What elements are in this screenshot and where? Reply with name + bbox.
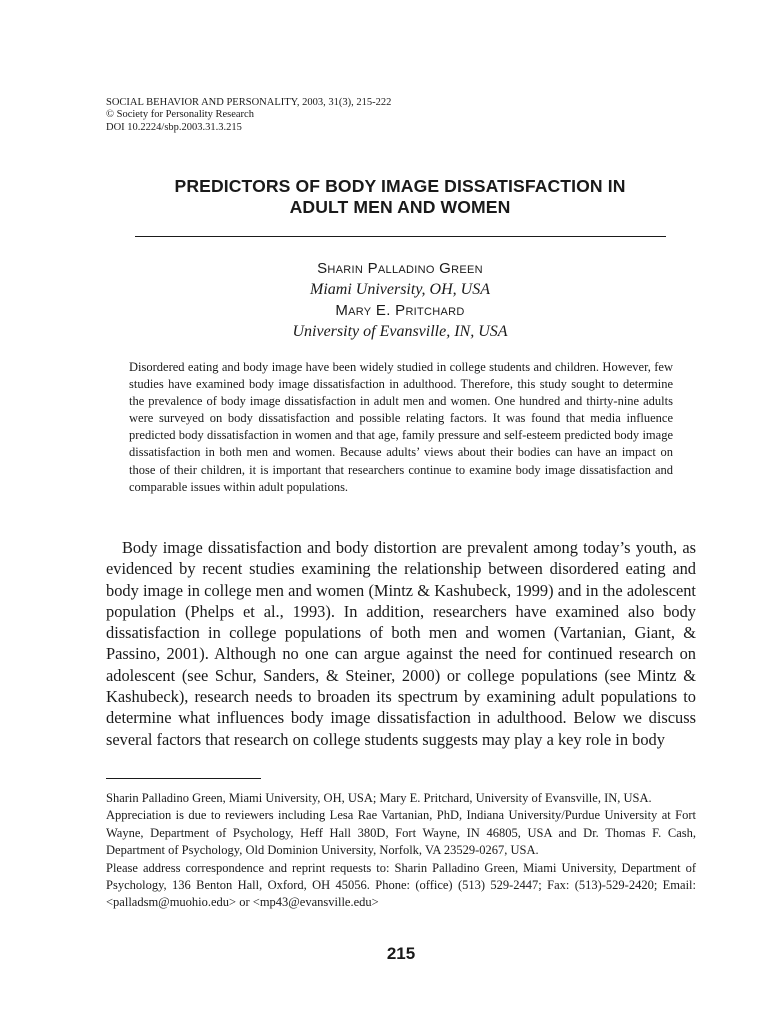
journal-header [106,97,391,134]
title-line-1: PREDICTORS OF BODY IMAGE DISSATISFACTION IN [174,176,626,196]
footnote-divider [106,778,261,779]
doi-link[interactable]: DOI 10.2224/sbp.2003.31.3.215 [106,121,242,133]
copyright-line: © Society for Personality Research [106,109,254,121]
author-name-1: Sharin Palladino Green [317,260,483,277]
author-affiliation-1: Miami University, OH, USA [310,281,490,298]
body-paragraph: Body image dissatisfaction and body distortion are prevalent among today’s youth, as evidenced by recent studies examining the relationship between disordered eating and body image in college men and women (Mintz & Kashubeck, 1999) and in the adolescent population (Phelps et al., 1993). In addition, researchers have examined also body dissatisfaction in college populations of both men and women (Vartanian, Giant, & Passino, 2001). Although no one can argue against the need for continued research on adolescent (see Schur, Sanders, & Steiner, 2000) or college populations (see Mintz & Kashubeck), research needs to broaden its spectrum by examining adult populations to determine what influences body image dissatisfaction in adulthood. Below we discuss several factors that research on college students suggests may play a key role in body [106,538,696,749]
journal-citation: SOCIAL BEHAVIOR AND PERSONALITY, 2003, 31(3), 215-222 [106,97,392,108]
page-number: 215 [386,944,416,963]
article-title [106,176,694,218]
footnote-correspondence: Please address correspondence and reprint requests to: Sharin Palladino Green, Miami University, Department of Psychology, 136 Benton Hall, Oxford, OH 45056. Phone: (office) (513) 529-2447; Fax: (513)-529-2420; Email:<palladsm@muohio.edu> or <mp43@evansville.edu> [106,860,696,910]
title-line-2: ADULT MEN AND WOMEN [289,197,511,217]
footnote-acknowledgement: Appreciation is due to reviewers including Lesa Rae Vartanian, PhD, Indiana University/Purdue University at Fort Wayne, Department of Psychology, Heff Hall 380D, Fort Wayne, IN 46805, USA and Dr. Thomas F. Cash, Department of Psychology, Old Dominion University, Norfolk, VA 23529-0267, USA. [106,808,696,858]
author-affiliation-2: University of Evansville, IN, USA [292,323,508,340]
abstract: Disordered eating and body image have been widely studied in college students and children. However, few studies have examined body image dissatisfaction in adulthood. Therefore, this study sought to determine the prevalence of body image dissatisfaction in adult men and women. One hundred and thirty-nine adults were surveyed on body dissatisfaction and possible relating factors. It was found that media influence predicted body dissatisfaction in women and that age, family pressure and self-esteem predicted body image dissatisfaction in both men and women. Because adults’ views about their bodies can have an impact on those of their children, it is important that researchers continue to examine body image dissatisfaction and comparable issues within adult populations. [129,360,673,494]
footnotes [106,790,696,912]
title-divider [135,236,666,237]
footnote-affiliations: Sharin Palladino Green, Miami University, OH, USA; Mary E. Pritchard, University of Evansville, IN, USA. [106,791,652,805]
author-block [106,258,694,342]
author-name-2: Mary E. Pritchard [335,302,465,319]
